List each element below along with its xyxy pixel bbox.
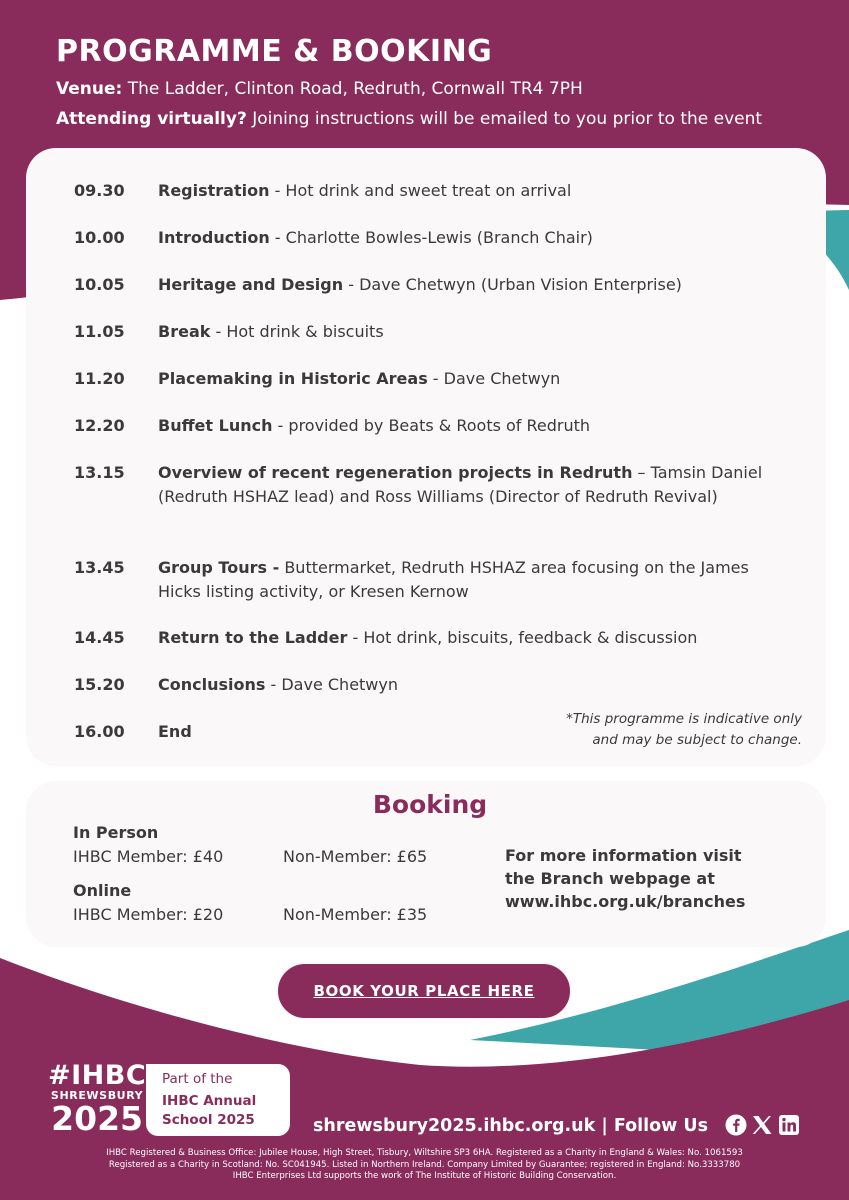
programme-title: Placemaking in Historic Areas [158,369,428,388]
programme-detail: – Tamsin Daniel (Redruth HSHAZ lead) and Ross Williams (Director of Redruth Revival) [158,463,763,506]
school-line-2 [162,1111,255,1129]
programme-time: 11.05 [74,322,125,341]
branch-webpage-link[interactable]: www.ihbc.org.uk/branches [505,892,746,911]
ihbc-shrewsbury-logo [48,1062,146,1136]
online-member-price: IHBC Member: £20 [73,905,224,924]
programme-detail: - provided by Beats & Roots of Redruth [272,416,591,435]
programme-detail: - Hot drink and sweet treat on arrival [269,181,572,200]
virtual-label: Attending virtually? [56,109,247,129]
facebook-icon[interactable] [725,1114,747,1136]
page-title: PROGRAMME & BOOKING [56,34,493,69]
site-follow-text[interactable]: shrewsbury2025.ihbc.org.uk | Follow Us [313,1116,709,1136]
programme-desc [158,226,788,250]
school-line-2-text: School 2025 [162,1112,255,1128]
x-icon[interactable] [751,1114,773,1136]
in-person-label: In Person [73,823,159,842]
programme-title: Break [158,322,211,341]
booking-title: Booking [372,790,488,819]
programme-title: End [158,722,192,741]
programme-desc [158,320,788,344]
programme-detail: - Hot drink, biscuits, feedback & discussion [347,628,698,647]
programme-title: Overview of recent regeneration projects in Redruth [158,463,633,482]
programme-detail: - Dave Chetwyn [265,675,398,694]
info-line: the Branch webpage at [505,869,715,888]
programme-note [566,709,802,751]
programme-title: Heritage and Design [158,275,344,294]
virtual-text: Joining instructions will be emailed to you prior to the event [246,109,763,129]
linkedin-icon[interactable] [778,1114,800,1136]
programme-detail: - Hot drink & biscuits [210,322,384,341]
virtual-line [56,106,829,132]
programme-desc [158,673,788,697]
programme-desc [158,461,788,509]
programme-time: 15.20 [74,675,125,694]
book-your-place-button[interactable]: BOOK YOUR PLACE HERE [276,962,572,1020]
in-person-member-price: IHBC Member: £40 [73,847,224,866]
programme-time: 16.00 [74,722,125,741]
programme-time: 13.45 [74,558,125,577]
online-nonmember-price: Non-Member: £35 [283,905,428,924]
programme-time: 14.45 [74,628,125,647]
footer-line: Registered as a Charity in Scotland: No. SC041945. Listed in Northern Ireland. Company Limited by Guarantee; registered in England: No.3333780 [108,1159,741,1170]
programme-detail: - Dave Chetwyn (Urban Vision Enterprise) [343,275,682,294]
header [56,34,829,132]
venue-line [56,76,829,102]
programme-detail: - Dave Chetwyn [427,369,561,388]
programme-time: 09.30 [74,181,125,200]
programme-title: Group Tours - [158,558,280,577]
footer-legal [0,1148,849,1183]
programme-title: Return to the Ladder [158,628,348,647]
programme-desc [158,179,788,203]
programme-title: Buffet Lunch [158,416,273,435]
programme-time: 13.15 [74,463,125,482]
programme-desc [158,556,788,604]
logo-city: SHREWSBURY [50,1089,144,1102]
programme-desc [158,414,788,438]
programme-desc [158,626,788,650]
online-label: Online [73,881,132,900]
programme-desc [158,367,788,391]
programme-title: Conclusions [158,675,266,694]
programme-time: 12.20 [74,416,125,435]
in-person-nonmember-price: Non-Member: £65 [283,847,428,866]
more-info [505,844,745,913]
programme-detail: Buttermarket, Redruth HSHAZ area focusing on the James Hicks listing activity, or Kresen Kernow [158,558,749,601]
programme-time: 10.05 [74,275,125,294]
footer-line: IHBC Enterprises Ltd supports the work of The Institute of Historic Building Conservation. [232,1171,617,1181]
programme-title: Introduction [158,228,270,247]
programme-time: 10.00 [74,228,125,247]
logo-year: 2025 [51,1099,144,1138]
footer-line: IHBC Registered & Business Office: Jubilee House, High Street, Tisbury, Wiltshire SP3 6HA. Registered as a Charity in England & Wales: No. 1061593 [106,1148,743,1158]
note-line: and may be subject to change. [592,732,802,748]
school-line-1-text: IHBC Annual [162,1093,257,1109]
programme-title: Registration [158,181,270,200]
programme-time: 11.20 [74,369,125,388]
info-line: For more information visit [505,846,742,865]
venue-label: Venue: [56,79,123,99]
note-line: *This programme is indicative only [566,711,802,727]
programme-detail: - Charlotte Bowles-Lewis (Branch Chair) [269,228,593,247]
programme-desc [158,273,788,297]
venue-text: The Ladder, Clinton Road, Redruth, Cornwall TR4 7PH [122,79,583,99]
logo-hashtag: #IHBC [48,1060,147,1091]
school-line-1 [162,1092,256,1110]
part-of-text: Part of the [162,1071,233,1087]
